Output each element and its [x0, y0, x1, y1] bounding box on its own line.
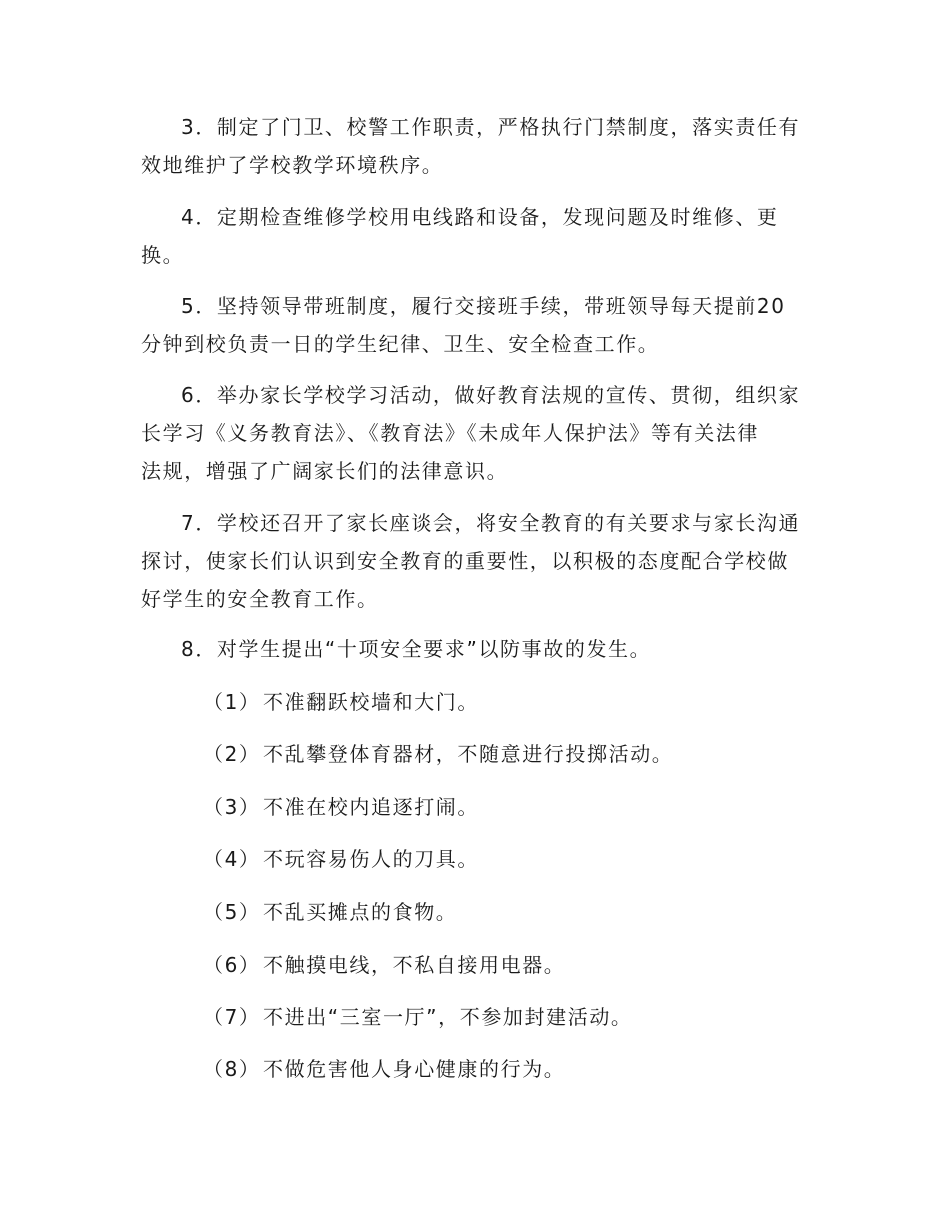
paragraph-line: 分钟到校负责一日的学生纪律、卫生、安全检查工作。 [141, 332, 660, 356]
paragraph-line: 5．坚持领导带班制度，履行交接班手续，带班领导每天提前20 [181, 294, 786, 318]
paragraph-line: 效地维护了学校教学环境秩序。 [141, 153, 444, 177]
paragraph-6 [141, 376, 811, 490]
paragraph-5 [141, 287, 811, 363]
paragraph-line: 法规，增强了广阔家长们的法律意识。 [141, 459, 509, 483]
rule-number: （7） [203, 1005, 261, 1029]
rule-text: 不玩容易伤人的刀具。 [263, 847, 479, 871]
rule-number: （3） [203, 795, 261, 819]
paragraph-3 [141, 108, 811, 184]
rule-text: 不乱攀登体育器材，不随意进行投掷活动。 [263, 742, 674, 766]
rule-item-8 [203, 1050, 565, 1088]
paragraph-line: 好学生的安全教育工作。 [141, 587, 379, 611]
paragraph-line: 长学习《义务教育法》、《教育法》《未成年人保护法》等有关法律 [141, 421, 759, 445]
rule-text: 不乱买摊点的食物。 [263, 900, 458, 924]
rule-item-6 [203, 946, 565, 984]
paragraph-8 [141, 630, 811, 668]
rule-item-3 [203, 788, 479, 826]
rule-item-4 [203, 840, 479, 878]
paragraph-line: 6．举办家长学校学习活动，做好教育法规的宣传、贯彻，组织家 [181, 383, 801, 407]
paragraph-line: 换。 [141, 243, 185, 267]
rule-item-2 [203, 735, 673, 773]
rule-item-1 [203, 683, 479, 721]
rule-item-7 [203, 998, 633, 1036]
rule-number: （8） [203, 1057, 261, 1081]
rule-text: 不准在校内追逐打闹。 [263, 795, 479, 819]
rule-number: （2） [203, 742, 261, 766]
paragraph-line: 4．定期检查维修学校用电线路和设备，发现问题及时维修、更 [181, 205, 779, 229]
rule-item-5 [203, 893, 457, 931]
rule-text: 不做危害他人身心健康的行为。 [263, 1057, 566, 1081]
rule-text: 不准翻跃校墙和大门。 [263, 690, 479, 714]
rule-text: 不进出“三室一厅”，不参加封建活动。 [263, 1005, 633, 1029]
paragraph-4 [141, 198, 811, 274]
rule-number: （5） [203, 900, 261, 924]
paragraph-line: 8．对学生提出“十项安全要求”以防事故的发生。 [181, 637, 652, 661]
paragraph-line: 探讨，使家长们认识到安全教育的重要性，以积极的态度配合学校做 [141, 549, 789, 573]
paragraph-line: 3．制定了门卫、校警工作职责，严格执行门禁制度，落实责任有 [181, 115, 801, 139]
rule-number: （1） [203, 690, 261, 714]
paragraph-7 [141, 504, 811, 618]
rule-number: （4） [203, 847, 261, 871]
rule-number: （6） [203, 953, 261, 977]
paragraph-line: 7．学校还召开了家长座谈会，将安全教育的有关要求与家长沟通 [181, 511, 801, 535]
rule-text: 不触摸电线，不私自接用电器。 [263, 953, 566, 977]
